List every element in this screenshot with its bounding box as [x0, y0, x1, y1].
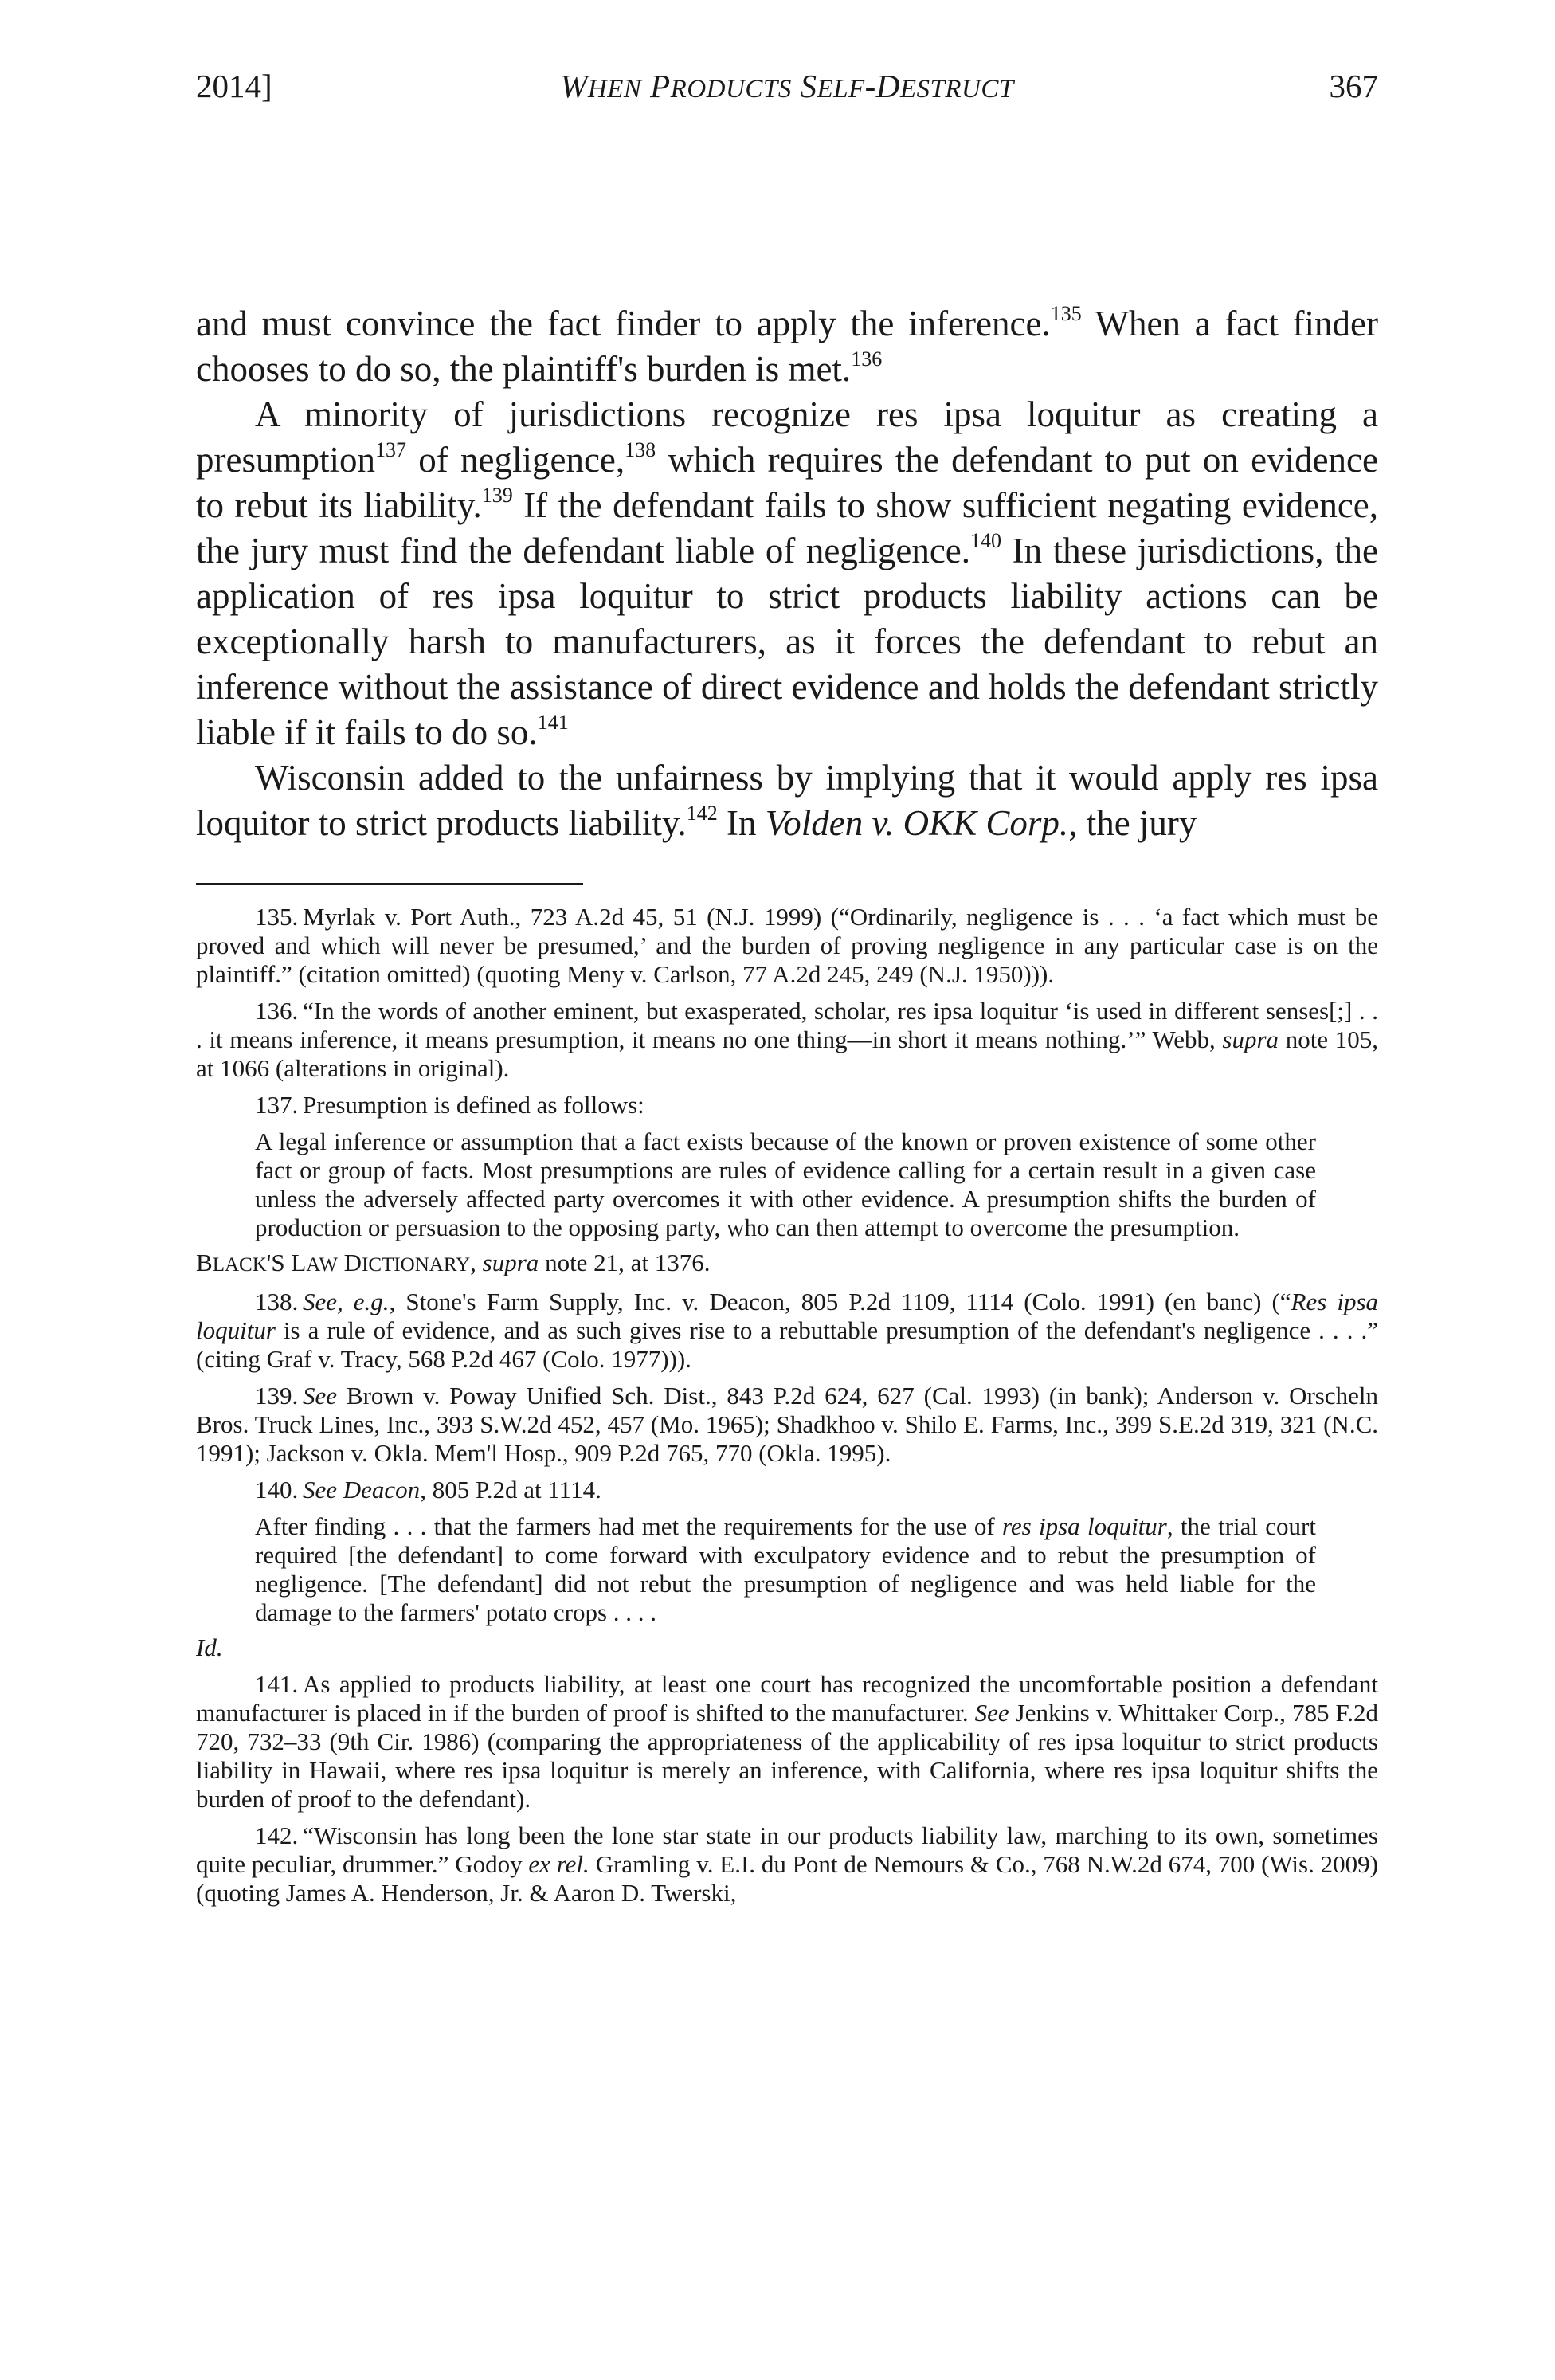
footnote-number: 137. [255, 1091, 299, 1119]
footnote-number: 139. [255, 1382, 299, 1410]
citation: BLACK'S LAW DICTIONARY, supra note 21, at 1376. [196, 1249, 711, 1276]
case-name: Volden v. OKK Corp. [765, 803, 1069, 843]
footnote-divider [196, 883, 583, 885]
footnote-141: 141. As applied to products liability, at least one court has recognized the uncomfortable position a defendant manufacturer is placed in if the burden of proof is shifted to the manufacturer. See Jenkins v. Whittaker Corp., 785 F.2d 720, 732–33 (9th Cir. 1986) (comparing the appropriateness of the applicability of res ipsa loquitur to strict products liability in Hawaii, where res ipsa loquitur is merely an inference, with California, where res ipsa loquitur shifts the burden of proof to the defendant). [196, 1670, 1378, 1813]
footnote-number: 140. [255, 1476, 299, 1504]
footnote-ref-140[interactable]: 140 [970, 529, 1002, 552]
footnotes [196, 903, 1378, 1915]
footnote-ref-137[interactable]: 137 [374, 438, 406, 461]
footnote-number: 142. [255, 1821, 299, 1849]
main-text [196, 301, 1378, 846]
block-quote: A legal inference or assumption that a fact exists because of the known or proven existence of some other fact or group of facts. Most presumptions are rules of evidence calling for a certain result in a given case unless the adversely affected party overcomes it with other evidence. A presumption shifts the burden of production or persuasion to the opposing party, who can then attempt to overcome the presumption. [255, 1127, 1316, 1241]
footnote-number: 141. [255, 1670, 299, 1698]
page-number: 367 [1329, 68, 1378, 104]
footnote-ref-136[interactable]: 136 [851, 347, 883, 371]
footnote-138: 138. See, e.g., Stone's Farm Supply, Inc. v. Deacon, 805 P.2d 1109, 1114 (Colo. 1991) (en banc) (“Res ipsa loquitur is a rule of evidence, and as such gives rise to a rebuttable presumption of the defendant's negligence . . . .” (citing Graf v. Tracy, 568 P.2d 467 (Colo. 1977))). [196, 1288, 1379, 1373]
footnote-ref-142[interactable]: 142 [686, 802, 718, 825]
footnote-ref-139[interactable]: 139 [481, 484, 513, 507]
footnote-number: 138. [255, 1288, 299, 1315]
citation: Id. [196, 1633, 223, 1661]
paragraph-3: Wisconsin added to the unfairness by implying that it would apply res ipsa loquitor to strict products liability.$^{142}$ In Volden v. OKK Corp., the jury [196, 758, 1378, 843]
paragraph-2: A minority of jurisdictions recognize res ipsa loquitur as creating a presumption$^{137}$ of negligence,$^{138}$ which requires the defendant to put on evidence to rebut its liability.$^{139}$ If the defendant fails to show sufficient negating evidence, the jury must find the defendant liable of negligence.$^{140}$ In these jurisdictions, the application of res ipsa loquitur to strict products liability actions can be exceptionally harsh to manufacturers, as it forces the defendant to rebut an inference without the assistance of direct evidence and holds the defendant strictly liable if it fails to do so.$^{141}$ [196, 394, 1379, 752]
footnote-ref-141[interactable]: 141 [537, 711, 569, 734]
paragraph-1: and must convince the fact finder to apply the inference.$^{135}$ When a fact finder chooses to do so, the plaintiff's burden is met.$^{136}$ [196, 302, 1378, 389]
running-title: WHEN PRODUCTS SELF-DESTRUCT [560, 68, 1014, 104]
footnote-137: 137. Presumption is defined as follows: [255, 1091, 644, 1119]
block-quote: After finding . . . that the farmers had met the requirements for the use of res ipsa loquitur, the trial court required [the defendant] to come forward with exculpatory evidence and to rebut the presumption of negligence. [The defendant] did not rebut the presumption of negligence and was held liable for the damage to the farmers' potato crops . . . . [255, 1512, 1316, 1626]
running-header [196, 62, 1378, 110]
footnote-139: 139. See Brown v. Poway Unified Sch. Dist., 843 P.2d 624, 627 (Cal. 1993) (in bank); Anderson v. Orscheln Bros. Truck Lines, Inc., 393 S.W.2d 452, 457 (Mo. 1965); Shadkhoo v. Shilo E. Farms, Inc., 399 S.E.2d 319, 321 (N.C. 1991); Jackson v. Okla. Mem'l Hosp., 909 P.2d 765, 770 (Okla. 1995). [196, 1382, 1378, 1467]
footnote-ref-138[interactable]: 138 [625, 438, 656, 461]
footnote-number: 136. [255, 997, 299, 1025]
footnote-142: 142. “Wisconsin has long been the lone star state in our products liability law, marching to its own, sometimes quite peculiar, drummer.” Godoy ex rel. Gramling v. E.I. du Pont de Nemours & Co., 768 N.W.2d 674, 700 (Wis. 2009) (quoting James A. Henderson, Jr. & Aaron D. Twerski, [196, 1821, 1378, 1907]
footnote-140: 140. See Deacon, 805 P.2d at 1114. [255, 1476, 601, 1504]
footnote-135: 135. Myrlak v. Port Auth., 723 A.2d 45, 51 (N.J. 1999) (“Ordinarily, negligence is . . . ‘a fact which must be proved and which will never be presumed,’ and the burden of proving negligence in any particular case is on the plaintiff.” (citation omitted) (quoting Meny v. Carlson, 77 A.2d 245, 249 (N.J. 1950))). [196, 903, 1378, 988]
volume-year: 2014] [196, 68, 272, 104]
footnote-136: 136. “In the words of another eminent, but exasperated, scholar, res ipsa loquitur ‘is used in different senses[;] . . . it means inference, it means presumption, it means no one thing—in short it means nothing.’” Webb, supra note 105, at 1066 (alterations in original). [196, 997, 1378, 1082]
footnote-ref-135[interactable]: 135 [1050, 302, 1082, 325]
footnote-number: 135. [255, 903, 299, 931]
